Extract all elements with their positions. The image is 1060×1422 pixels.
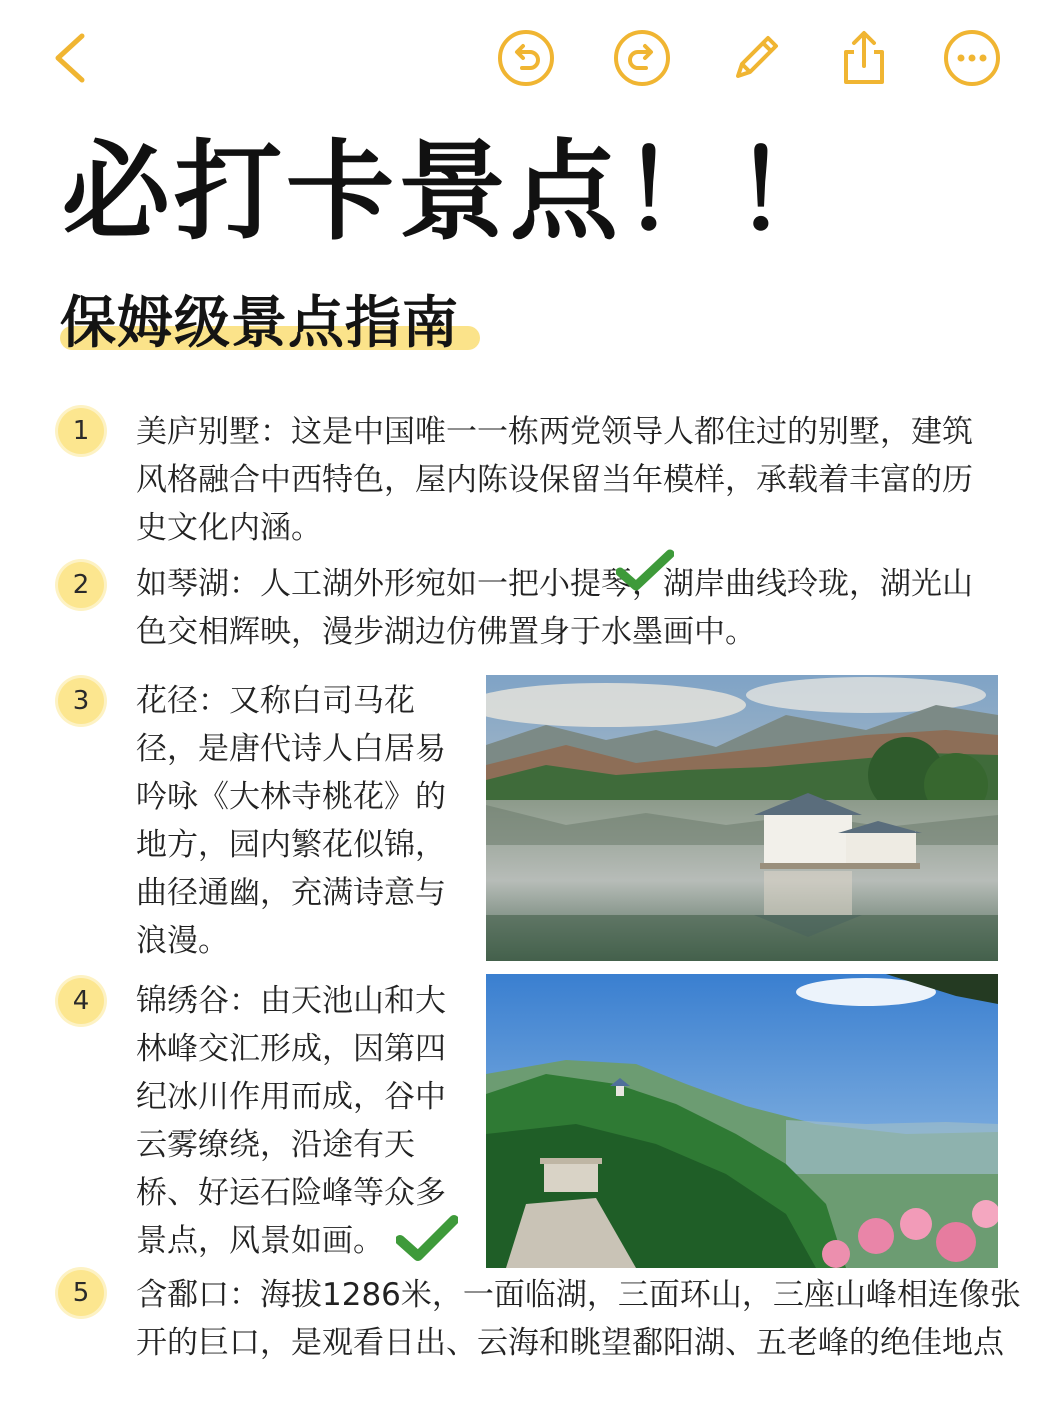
list-item-meilu-villa [136,408,973,552]
item-number-badge: 4 [58,978,104,1024]
share-button[interactable] [834,28,894,88]
item-line: 含鄱口：海拔1286米，一面临湖，三面环山，三座山峰相连像张 [136,1277,1021,1313]
item-line: 色交相辉映，漫步湖边仿佛置身于水墨画中。 [136,614,756,650]
lake-pavilion-photo [486,675,998,961]
checkmark-icon [396,1214,458,1262]
item-line: 锦绣谷：由天池山和大 [136,983,446,1019]
item-line: 美庐别墅：这是中国唯一一栋两党领导人都住过的别墅，建筑 [136,414,973,450]
more-button[interactable] [942,28,1002,88]
item-number-badge: 2 [58,562,104,608]
more-icon [942,28,1002,88]
edit-button[interactable] [726,28,786,88]
undo-icon [496,28,556,88]
checkmark-icon [616,548,674,592]
item-line: 桥、好运石险峰等众多 [136,1175,446,1211]
item-line: 林峰交汇形成，因第四 [136,1031,446,1067]
list-item-flower-path [136,677,446,965]
item-line: 地方，园内繁花似锦， [136,827,446,863]
subtitle-block [60,288,459,360]
item-line: 曲径通幽，充满诗意与 [136,875,446,911]
item-line: 史文化内涵。 [136,510,322,546]
item-line: 风格融合中西特色，屋内陈设保留当年模样，承载着丰富的历 [136,462,973,498]
mountain-valley-photo [486,974,998,1268]
item-line: 纪冰川作用而成，谷中 [136,1079,446,1115]
redo-button[interactable] [612,28,672,88]
list-item-hanpokou [136,1271,1021,1367]
item-line: 景点，风景如画。 [136,1223,384,1259]
item-line: 径，是唐代诗人白居易 [136,731,446,767]
item-number-badge: 5 [58,1270,104,1316]
share-icon [834,28,894,88]
item-line: 花径：又称白司马花 [136,683,415,719]
page-title: 必打卡景点！！ [62,130,847,255]
item-line: 云雾缭绕，沿途有天 [136,1127,415,1163]
pencil-icon [726,28,786,88]
item-number-badge: 1 [58,408,104,454]
item-line: 如琴湖：人工湖外形宛如一把小提琴，湖岸曲线玲珑，湖光山 [136,566,973,602]
item-number-badge: 3 [58,678,104,724]
item-line: 吟咏《大林寺桃花》的 [136,779,446,815]
item-line: 开的巨口，是观看日出、云海和眺望鄱阳湖、五老峰的绝佳地点 [136,1325,1004,1361]
back-button[interactable] [40,28,100,88]
item-line: 浪漫。 [136,923,229,959]
toolbar [0,0,1060,110]
chevron-left-icon [40,28,100,88]
list-item-ruqin-lake [136,560,973,656]
page-subtitle: 保姆级景点指南 [60,291,459,356]
undo-button[interactable] [496,28,556,88]
redo-icon [612,28,672,88]
